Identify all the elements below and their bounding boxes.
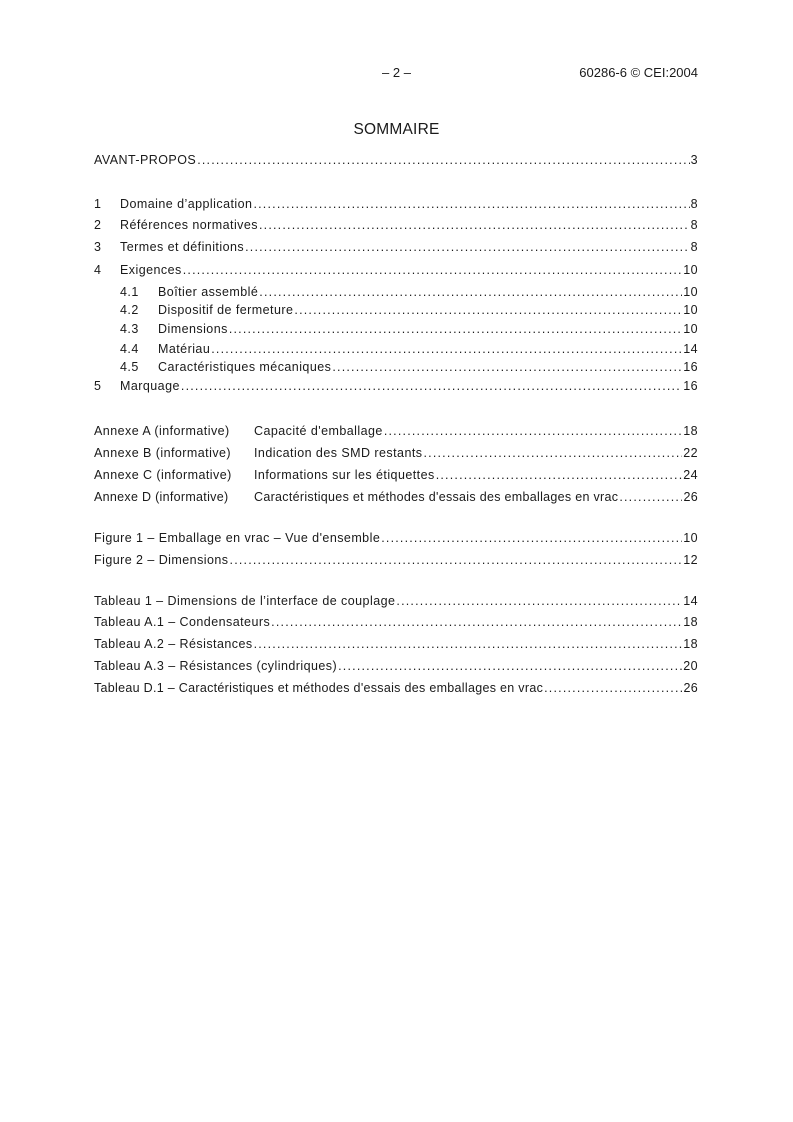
toc-entry-label: AVANT-PROPOS [94, 153, 197, 167]
toc-entry-subclause[interactable] [120, 320, 698, 338]
toc-entry-label: Figure 1 – Emballage en vrac – Vue d'ensemble [94, 531, 381, 545]
toc-entry-figure[interactable] [94, 529, 698, 547]
toc-page-number: 18 [683, 424, 698, 438]
clause-number: 4.2 [120, 303, 139, 317]
toc-entry-label: Tableau A.2 – Résistances [94, 637, 253, 651]
dot-leader [423, 444, 682, 462]
dot-leader [254, 635, 683, 653]
page-number-header: – 2 – [382, 65, 411, 80]
dot-leader [332, 358, 682, 376]
clause-number: 4.4 [120, 342, 139, 356]
toc-entry-table[interactable] [94, 635, 698, 653]
clause-number: 4 [94, 263, 102, 277]
toc-page-number: 24 [683, 468, 698, 482]
toc-page-number: 12 [683, 553, 698, 567]
toc-entry-foreword[interactable] [94, 151, 698, 169]
toc-entry-subclause[interactable] [120, 358, 698, 376]
toc-entry-label: Caractéristiques et méthodes d'essais des emballages en vrac [254, 490, 619, 504]
toc-page-number: 26 [683, 681, 698, 695]
dot-leader [396, 592, 682, 610]
toc-entry-figure[interactable] [94, 551, 698, 569]
dot-leader [230, 551, 683, 569]
dot-leader [229, 320, 682, 338]
toc-entry-annex[interactable] [94, 488, 698, 506]
dot-leader [259, 216, 690, 234]
dot-leader [384, 422, 682, 440]
toc-entry-table[interactable] [94, 679, 698, 697]
toc-page-number: 10 [683, 303, 698, 317]
document-reference: 60286-6 © CEI:2004 [579, 65, 698, 80]
toc-entry-label: Tableau 1 – Dimensions de l’interface de couplage [94, 594, 396, 608]
toc-page-number: 10 [683, 322, 698, 336]
toc-page-number: 20 [683, 659, 698, 673]
clause-number: 4.3 [120, 322, 139, 336]
toc-entry-table[interactable] [94, 613, 698, 631]
annex-prefix: Annexe D (informative) [94, 490, 229, 504]
toc-entry-label: Figure 2 – Dimensions [94, 553, 229, 567]
annex-prefix: Annexe A (informative) [94, 424, 230, 438]
toc-page-number: 18 [683, 637, 698, 651]
dot-leader [181, 377, 682, 395]
toc-page-number: 22 [683, 446, 698, 460]
toc-entry-subclause[interactable] [120, 301, 698, 319]
toc-entry-table[interactable] [94, 592, 698, 610]
toc-entry-clause[interactable] [94, 238, 698, 256]
clause-number: 3 [94, 240, 102, 254]
toc-page-number: 10 [683, 285, 698, 299]
toc-entry-label: Marquage [120, 379, 180, 393]
toc-page-number: 3 [690, 153, 698, 167]
toc-entry-subclause[interactable] [120, 283, 698, 301]
toc-entry-clause[interactable] [94, 261, 698, 279]
toc-entry-label: Domaine d’application [120, 197, 253, 211]
toc-entry-label: Termes et définitions [120, 240, 245, 254]
dot-leader [338, 657, 682, 675]
clause-number: 5 [94, 379, 102, 393]
toc-entry-label: Tableau A.3 – Résistances (cylindriques) [94, 659, 338, 673]
clause-number: 4.5 [120, 360, 139, 374]
dot-leader [259, 283, 682, 301]
annex-prefix: Annexe B (informative) [94, 446, 232, 460]
toc-entry-label: Matériau [158, 342, 211, 356]
clause-number: 4.1 [120, 285, 139, 299]
dot-leader [211, 340, 682, 358]
toc-entry-label: Tableau A.1 – Condensateurs [94, 615, 271, 629]
toc-page-number: 8 [690, 218, 698, 232]
clause-number: 2 [94, 218, 102, 232]
toc-page-number: 16 [683, 379, 698, 393]
toc-entry-label: Indication des SMD restants [254, 446, 423, 460]
dot-leader [197, 151, 689, 169]
toc-page-number: 16 [683, 360, 698, 374]
toc-entry-label: Références normatives [120, 218, 258, 232]
dot-leader [619, 488, 682, 506]
toc-entry-label: Dispositif de fermeture [158, 303, 294, 317]
toc-page-number: 14 [683, 342, 698, 356]
toc-entry-label: Exigences [120, 263, 182, 277]
toc-entry-label: Informations sur les étiquettes [254, 468, 435, 482]
toc-entry-label: Capacité d'emballage [254, 424, 383, 438]
toc-entry-subclause[interactable] [120, 340, 698, 358]
toc-entry-clause[interactable] [94, 195, 698, 213]
toc-entry-label: Boîtier assemblé [158, 285, 259, 299]
annex-prefix: Annexe C (informative) [94, 468, 232, 482]
page-title: SOMMAIRE [353, 121, 440, 138]
toc-entry-annex[interactable] [94, 444, 698, 462]
dot-leader [436, 466, 682, 484]
dot-leader [294, 301, 682, 319]
toc-entry-clause[interactable] [94, 377, 698, 395]
toc-page-number: 10 [683, 263, 698, 277]
toc-entry-clause[interactable] [94, 216, 698, 234]
toc-page-number: 18 [683, 615, 698, 629]
toc-page-number: 8 [690, 240, 698, 254]
dot-leader [271, 613, 682, 631]
dot-leader [253, 195, 689, 213]
toc-entry-annex[interactable] [94, 466, 698, 484]
clause-number: 1 [94, 197, 102, 211]
dot-leader [544, 679, 682, 697]
toc-page-number: 8 [690, 197, 698, 211]
dot-leader [381, 529, 682, 547]
toc-page-number: 14 [683, 594, 698, 608]
toc-page-number: 10 [683, 531, 698, 545]
toc-entry-annex[interactable] [94, 422, 698, 440]
toc-entry-label: Caractéristiques mécaniques [158, 360, 332, 374]
toc-entry-label: Tableau D.1 – Caractéristiques et méthodes d'essais des emballages en vrac [94, 681, 544, 695]
toc-entry-label: Dimensions [158, 322, 228, 336]
dot-leader [245, 238, 690, 256]
toc-page-number: 26 [683, 490, 698, 504]
toc-entry-table[interactable] [94, 657, 698, 675]
dot-leader [183, 261, 682, 279]
